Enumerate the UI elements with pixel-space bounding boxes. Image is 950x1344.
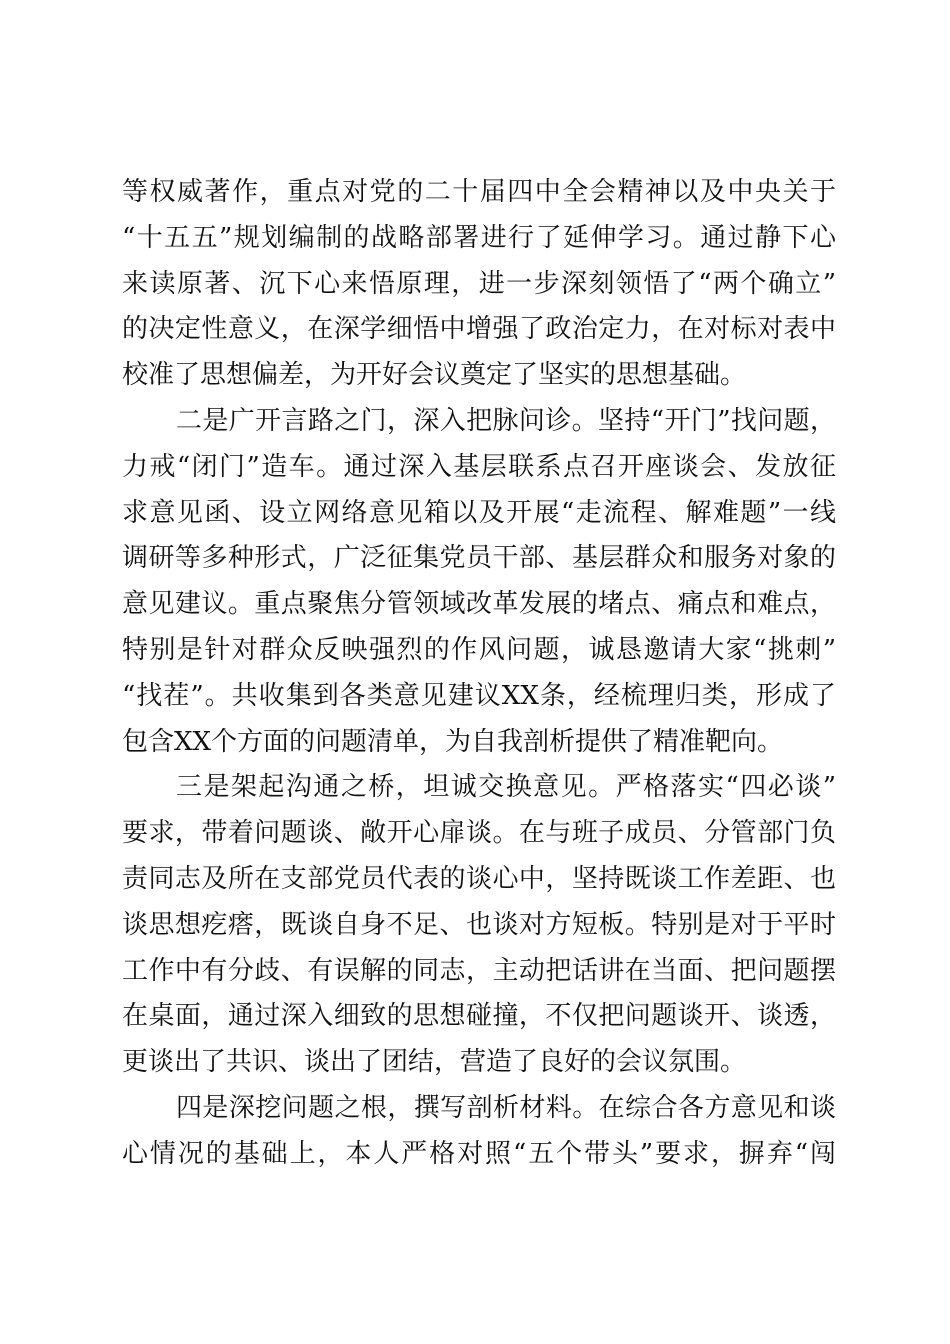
text-line: 意见建议。重点聚焦分管领域改革发展的堵点、痛点和难点，: [122, 589, 836, 620]
text-line: 校准了思想偏差，为开好会议奠定了坚实的思想基础。: [122, 360, 747, 391]
text-line: 求意见函、设立网络意见箱以及开展“走流程、解难题”一线: [122, 497, 836, 528]
text-line: 力戒“闭门”造车。通过深入基层联系点召开座谈会、发放征: [122, 451, 836, 482]
text-line: 等权威著作，重点对党的二十届四中全会精神以及中央关于: [122, 177, 836, 207]
paragraph-1: [122, 170, 836, 399]
text-line: 二是广开言路之门，深入把脉问诊。坚持“开门”找问题，: [176, 405, 836, 436]
text-line: 的决定性意义，在深学细悟中增强了政治定力，在对标对表中: [122, 314, 836, 345]
paragraph-3: [122, 765, 836, 1086]
text-line: 谈思想疙瘩，既谈自身不足、也谈对方短板。特别是对于平时: [122, 909, 836, 940]
text-line: “找茬”。共收集到各类意见建议XX条，经梳理归类，形成了: [122, 680, 836, 711]
text-line: 心情况的基础上，本人严格对照“五个带头”要求，摒弃“闯: [122, 1138, 836, 1169]
text-line: 调研等多种形式，广泛征集党员干部、基层群众和服务对象的: [122, 543, 836, 574]
text-line: 在桌面，通过深入细致的思想碰撞，不仅把问题谈开、谈透，: [122, 1001, 836, 1032]
text-line: 来读原著、沉下心来悟原理，进一步深刻领悟了“两个确立”: [122, 268, 836, 299]
text-line: “十五五”规划编制的战略部署进行了延伸学习。通过静下心: [122, 222, 836, 253]
document-page: [122, 170, 836, 1178]
paragraph-2: [122, 399, 836, 765]
text-line: 要求，带着问题谈、敞开心扉谈。在与班子成员、分管部门负: [122, 818, 836, 849]
text-line: 更谈出了共识、谈出了团结，营造了良好的会议氛围。: [122, 1047, 747, 1078]
text-line: 四是深挖问题之根，撰写剖析材料。在综合各方意见和谈: [176, 1092, 836, 1123]
paragraph-4: [122, 1086, 836, 1178]
text-line: 工作中有分歧、有误解的同志，主动把话讲在当面、把问题摆: [122, 955, 836, 986]
text-line: 特别是针对群众反映强烈的作风问题，诚恳邀请大家“挑刺”: [122, 634, 836, 665]
text-line: 包含XX个方面的问题清单，为自我剖析提供了精准靶向。: [122, 726, 784, 757]
text-line: 三是架起沟通之桥，坦诚交换意见。严格落实“四必谈”: [176, 772, 836, 803]
text-line: 责同志及所在支部党员代表的谈心中，坚持既谈工作差距、也: [122, 863, 836, 894]
